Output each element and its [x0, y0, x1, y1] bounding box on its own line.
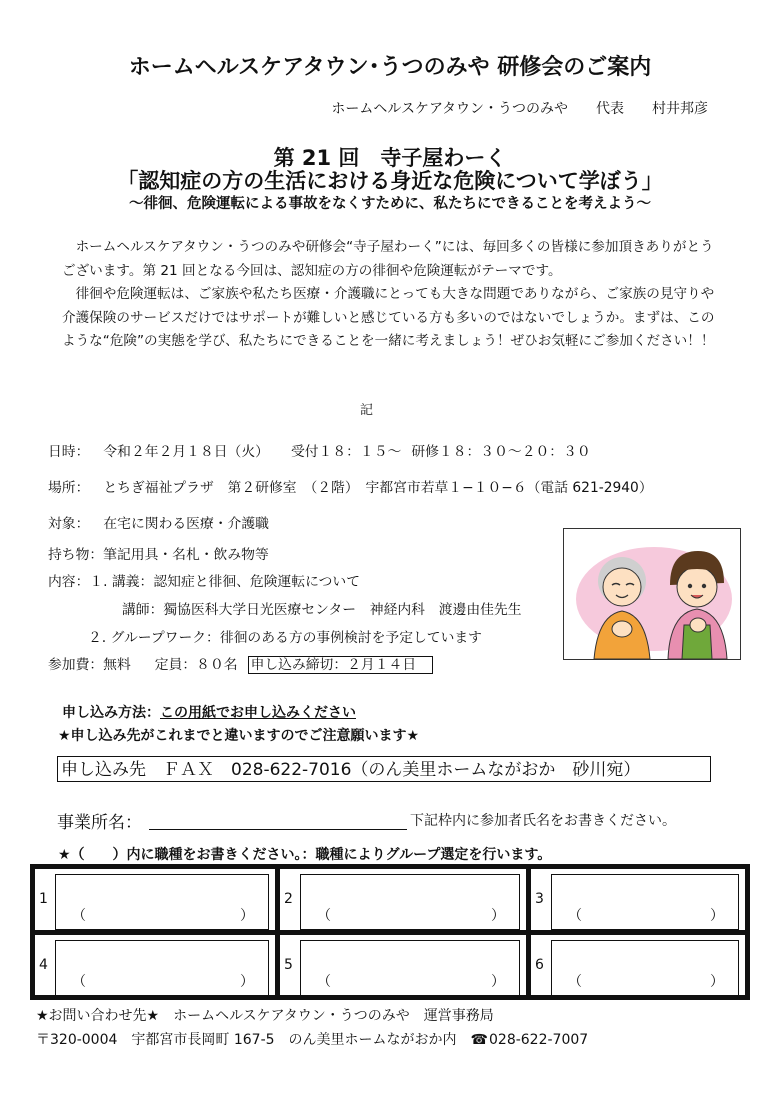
page-title: ホームヘルスケアタウン･うつのみや 研修会のご案内 — [128, 55, 652, 80]
occupation-open: （ — [317, 908, 331, 924]
occupation-close: ） — [710, 974, 724, 990]
representative-org: ホームヘルスケアタウン・うつのみや — [331, 101, 568, 117]
intro-text — [62, 236, 722, 354]
participant-number: 2 — [284, 891, 293, 907]
participant-cell-1[interactable] — [35, 869, 275, 930]
participant-name-field[interactable] — [300, 874, 520, 930]
participant-number: 3 — [535, 891, 544, 907]
occupation-close: ） — [491, 908, 505, 924]
office-name-field[interactable] — [149, 829, 407, 830]
participant-number: 1 — [39, 891, 48, 907]
occupation-note: ★（ ）内に職種をお書きください。：職種によりグループ選定を行います。 — [58, 847, 552, 863]
occupation-open: （ — [568, 974, 582, 990]
participant-cell-2[interactable] — [280, 869, 526, 930]
occupation-close: ） — [491, 974, 505, 990]
lecturer: 講師：獨協医科大学日光医療センター 神経内科 渡邊由佳先生 — [122, 602, 522, 618]
session-subtitle: ～徘徊、危険運転による事故をなくすために、私たちにできることを考えよう～ — [129, 196, 651, 212]
items-row: 持ち物：筆記用具・名札・飲み物等 — [48, 547, 269, 563]
application-method-value: この用紙でお申し込みください — [160, 705, 356, 721]
occupation-open: （ — [317, 974, 331, 990]
participant-name-field[interactable] — [55, 874, 269, 930]
address: 〒320-0004 宇都宮市長岡町 167-5 のん美里ホームながおか内 — [36, 1032, 457, 1048]
intro-paragraph-1: ホームヘルスケアタウン・うつのみや研修会“寺子屋わーく”には、毎回多くの皆様に参加頂きありがとうございます。第 21 回となる今回は、認知症の方の徘徊や危険運転がテーマです。 — [62, 239, 714, 279]
participant-grid — [30, 864, 750, 1000]
representative-role: 代表 — [596, 101, 624, 117]
caregiver-illustration — [563, 528, 741, 660]
participant-number: 6 — [535, 957, 544, 973]
fee-row — [48, 653, 433, 673]
target-label: 対象： — [48, 516, 90, 532]
application-method-label: 申し込み方法： — [62, 705, 160, 721]
occupation-open: （ — [72, 974, 86, 990]
training-time: 研修１８：３０～２０：３０ — [411, 444, 591, 460]
deadline-box: 申し込み締切：２月１４日 — [248, 656, 434, 674]
participant-name-field[interactable] — [300, 940, 520, 996]
office-note: 下記枠内に参加者氏名をお書きください。 — [410, 813, 676, 829]
date-row — [48, 440, 591, 460]
date-label: 日時： — [48, 444, 90, 460]
participant-cell-5[interactable] — [280, 935, 526, 996]
participant-number: 5 — [284, 957, 293, 973]
participant-name-field[interactable] — [551, 874, 739, 930]
target-row — [48, 512, 269, 532]
fax-box: 申し込み先 ＦＡＸ 028-622-7016（のん美里ホームながおか 砂川宛） — [57, 756, 711, 782]
participant-name-field[interactable] — [551, 940, 739, 996]
representative-name: 村井邦彦 — [652, 101, 708, 117]
occupation-open: （ — [568, 908, 582, 924]
occupation-close: ） — [710, 908, 724, 924]
contact-heading: ★お問い合わせ先★ ホームヘルスケアタウン・うつのみや 運営事務局 — [36, 1008, 494, 1024]
ki-mark: 記 — [360, 403, 374, 418]
target-value: 在宅に関わる医療・介護職 — [103, 516, 269, 532]
intro-paragraph-2: 徘徊や危険運転は、ご家族や私たち医療・介護職にとっても大きな問題でありながら、ご家族の見守りや介護保険のサービスだけではサポートが難しいと感じている方も多いのではないでしょうか。まずは、このような“危険”の実態を学び、私たちにできることを一緒に考えましょう！ぜひお気軽にご参加ください！！ — [62, 286, 715, 350]
participant-cell-6[interactable] — [531, 935, 745, 996]
session-theme: 「認知症の方の生活における身近な危険について学ぼう」 — [117, 169, 663, 193]
application-method — [62, 702, 356, 722]
session-heading: 第 21 回 寺子屋わーく — [273, 146, 507, 170]
occupation-close: ） — [240, 974, 254, 990]
reception-time: 受付１８：１５～ — [290, 444, 402, 460]
participant-cell-3[interactable] — [531, 869, 745, 930]
office-name-label: 事業所名： — [57, 813, 142, 833]
representative — [331, 98, 708, 118]
capacity: 定員：８０名 — [154, 657, 238, 673]
occupation-open: （ — [72, 908, 86, 924]
participant-name-field[interactable] — [55, 940, 269, 996]
content-lecture: 内容：１. 講義：認知症と徘徊、危険運転について — [48, 574, 361, 590]
caregiver-illustration-svg — [564, 529, 740, 659]
occupation-close: ） — [240, 908, 254, 924]
place-row — [48, 476, 653, 496]
contact-address — [36, 1029, 588, 1049]
place-value: とちぎ福祉プラザ 第２研修室 （２階） 宇都宮市若草１−１０−６（電話 621-2940） — [103, 480, 653, 496]
participant-cell-4[interactable] — [35, 935, 275, 996]
place-label: 場所： — [48, 480, 90, 496]
date-value: 令和２年２月１８日（火） — [103, 444, 269, 460]
telephone-icon: ☎ — [470, 1032, 488, 1048]
application-notice: ★申し込み先がこれまでと違いますのでご注意願います★ — [58, 728, 420, 744]
content-groupwork: ２. グループワーク：徘徊のある方の事例検討を予定しています — [88, 630, 482, 646]
fee: 参加費：無料 — [48, 657, 131, 673]
participant-number: 4 — [39, 957, 48, 973]
contact-tel: 028-622-7007 — [489, 1032, 589, 1048]
